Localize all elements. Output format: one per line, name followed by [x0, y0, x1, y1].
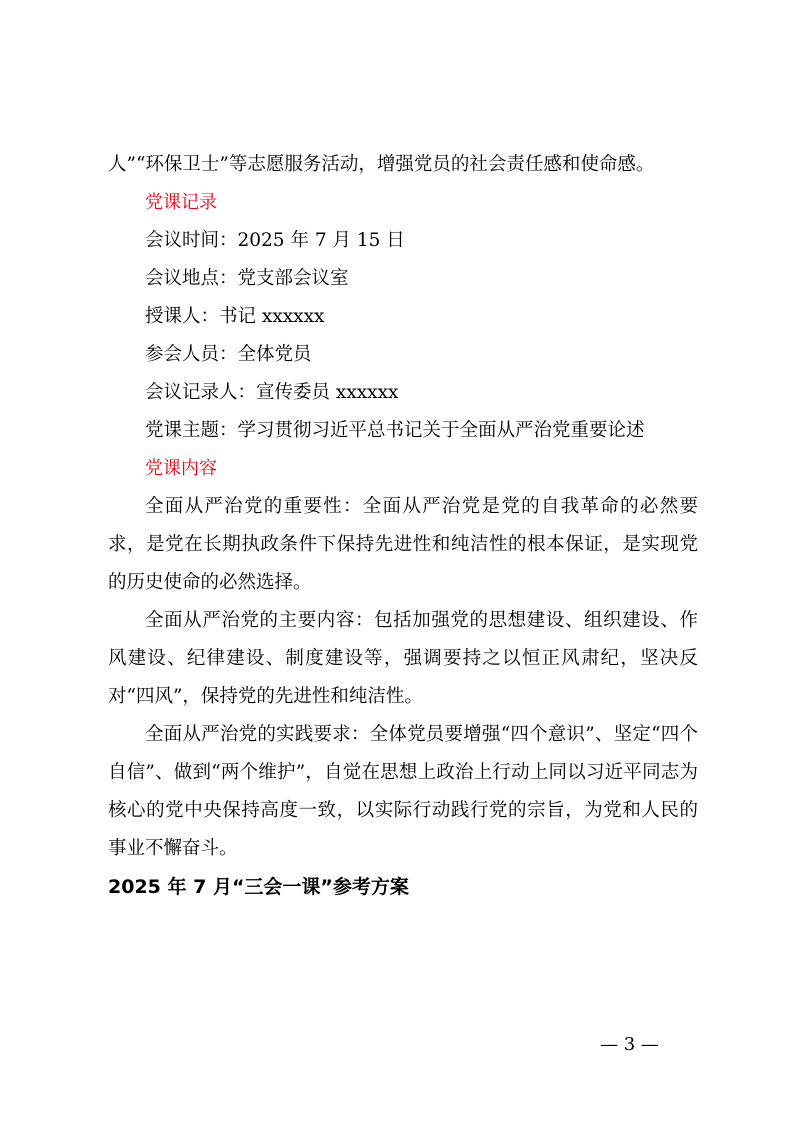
- meeting-time: 会议时间：2025 年 7 月 15 日: [145, 230, 405, 251]
- content-paragraph-main-content: 全面从严治党的主要内容：包括加强党的思想建设、组织建设、作风建设、纪律建设、制度建设等，强调要持之以恒正风肃纪，坚决反对“四风”，保持党的先进性和纯洁性。: [108, 610, 698, 707]
- recorder: 会议记录人：宣传委员 xxxxxx: [145, 382, 399, 403]
- document-body: [108, 146, 698, 868]
- page-number: — 3 —: [600, 1034, 659, 1055]
- intro-line: 人”“环保卫士”等志愿服务活动，增强党员的社会责任感和使命感。: [108, 154, 655, 175]
- record-heading: 党课记录: [145, 192, 217, 213]
- lecture-theme: 党课主题：学习贯彻习近平总书记关于全面从严治党重要论述: [145, 420, 645, 441]
- meeting-place: 会议地点：党支部会议室: [145, 268, 349, 289]
- content-paragraph-importance: 全面从严治党的重要性：全面从严治党是党的自我革命的必然要求，是党在长期执政条件下保持先进性和纯洁性的根本保证，是实现党的历史使命的必然选择。: [108, 496, 698, 593]
- attendees: 参会人员：全体党员: [145, 344, 312, 365]
- lecturer: 授课人：书记 xxxxxx: [145, 306, 325, 327]
- content-paragraph-practice: 全面从严治党的实践要求：全体党员要增强“四个意识”、坚定“四个自信”、做到“两个维护”，自觉在思想上政治上行动上同以习近平同志为核心的党中央保持高度一致，以实际行动践行党的宗旨，为党和人民的事业不懈奋斗。: [108, 724, 698, 859]
- section-title: 2025 年 7 月“三会一课”参考方案: [108, 876, 409, 898]
- content-heading: 党课内容: [145, 458, 217, 479]
